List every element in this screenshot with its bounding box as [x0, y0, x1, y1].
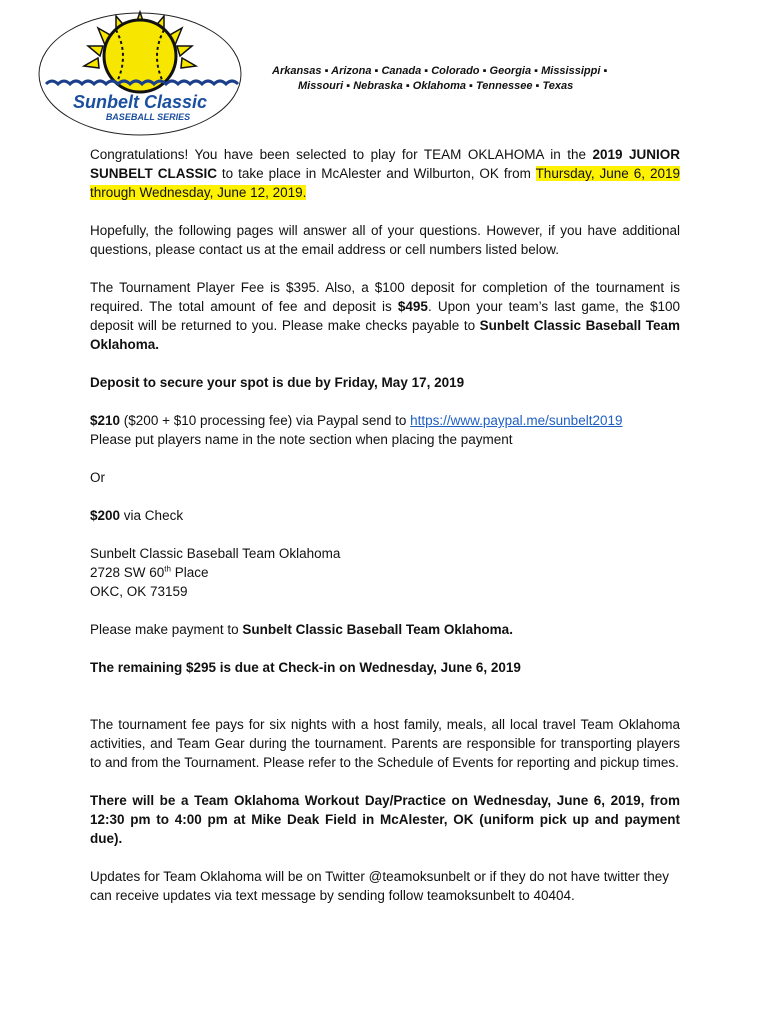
payment-text: Please make payment to [90, 622, 243, 637]
address-line-3: OKC, OK 73159 [90, 584, 188, 599]
event-dates-highlight: Thursday, June 6, 2019 through Wednesday, June 12, 2019. [90, 166, 680, 200]
payment-payee: Sunbelt Classic Baseball Team Oklahoma. [242, 622, 513, 637]
paypal-note: Please put players name in the note section when placing the payment [90, 432, 513, 447]
fee-total: $495 [397, 299, 428, 314]
logo-title: Sunbelt Classic [72, 92, 208, 112]
remaining-due-text: The remaining $295 is due at Check-in on Wednesday, June 6, 2019 [90, 660, 521, 675]
logo-subtitle: BASEBALL SERIES [105, 112, 191, 122]
sunbelt-classic-logo-graphic [36, 10, 244, 138]
sunbelt-classic-logo [36, 10, 244, 138]
paypal-text: ($200 + $10 processing fee) via Paypal send to [120, 413, 411, 428]
workout-text: There will be a Team Oklahoma Workout Day/Practice on Wednesday, June 6, 2019, from 12:30 pm to 4:00 pm at Mike Deak Field in McAlester, OK (uniform pick up and payment due). [90, 793, 680, 846]
event-name: 2019 JUNIOR SUNBELT CLASSIC [90, 147, 681, 181]
check-text: via Check [120, 508, 184, 523]
fee-text-2: . Upon your team’s last game, the $100 deposit will be returned to you. Please make checks payable to [90, 299, 681, 333]
address-line-1: Sunbelt Classic Baseball Team Oklahoma [90, 546, 341, 561]
location-text: to take place in McAlester and Wilburton, OK from [216, 166, 536, 181]
states-line-1: Arkansas ▪ Arizona ▪ Canada ▪ Colorado ▪ Georgia ▪ Mississippi ▪ [272, 65, 608, 77]
states-line-2: Missouri ▪ Nebraska ▪ Oklahoma ▪ Tennessee ▪ Texas [298, 80, 574, 92]
payment-instruction [90, 620, 680, 639]
letter-body [90, 145, 680, 924]
payee-name: Sunbelt Classic Baseball Team Oklahoma. [90, 318, 681, 352]
address-line-2-suffix: Place [170, 565, 209, 580]
workout-paragraph [90, 791, 680, 848]
deposit-due-text: Deposit to secure your spot is due by Friday, May 17, 2019 [90, 375, 465, 390]
updates-paragraph: Updates for Team Oklahoma will be on Twitter @teamoksunbelt or if they do not have twitter they can receive updates via text message by sending follow teamoksunbelt to 40404. [90, 869, 669, 903]
paypal-link[interactable]: https://www.paypal.me/sunbelt2019 [410, 413, 623, 428]
remaining-due-heading [90, 658, 680, 677]
congrats-text: Congratulations! You have been selected to play for TEAM OKLAHOMA in the [90, 147, 593, 162]
address-ordinal: th [164, 564, 171, 574]
fee-text-1: The Tournament Player Fee is $395. Also, a $100 deposit for completion of the tournament is required. The total amount of fee and deposit is [90, 280, 680, 314]
questions-paragraph: Hopefully, the following pages will answer all of your questions. However, if you have additional questions, please contact us at the email address or cell numbers listed below. [90, 223, 680, 257]
deposit-due-heading [90, 373, 680, 392]
tournament-fee-paragraph: The tournament fee pays for six nights with a host family, meals, all local travel Team Oklahoma activities, and Team Gear during the tournament. Parents are responsible for transporting players to and from the Tournament. Please refer to the Schedule of Events for reporting and pickup times. [90, 717, 680, 770]
paypal-section [90, 411, 680, 449]
check-section [90, 506, 680, 525]
or-text: Or [90, 470, 105, 485]
check-amount: $200 [90, 508, 121, 523]
paypal-amount: $210 [90, 413, 121, 428]
congratulations-paragraph [90, 145, 680, 202]
mailing-address [90, 544, 680, 601]
address-line-2: 2728 SW 60 [90, 565, 165, 580]
fee-paragraph [90, 278, 680, 354]
states-list [258, 64, 618, 94]
